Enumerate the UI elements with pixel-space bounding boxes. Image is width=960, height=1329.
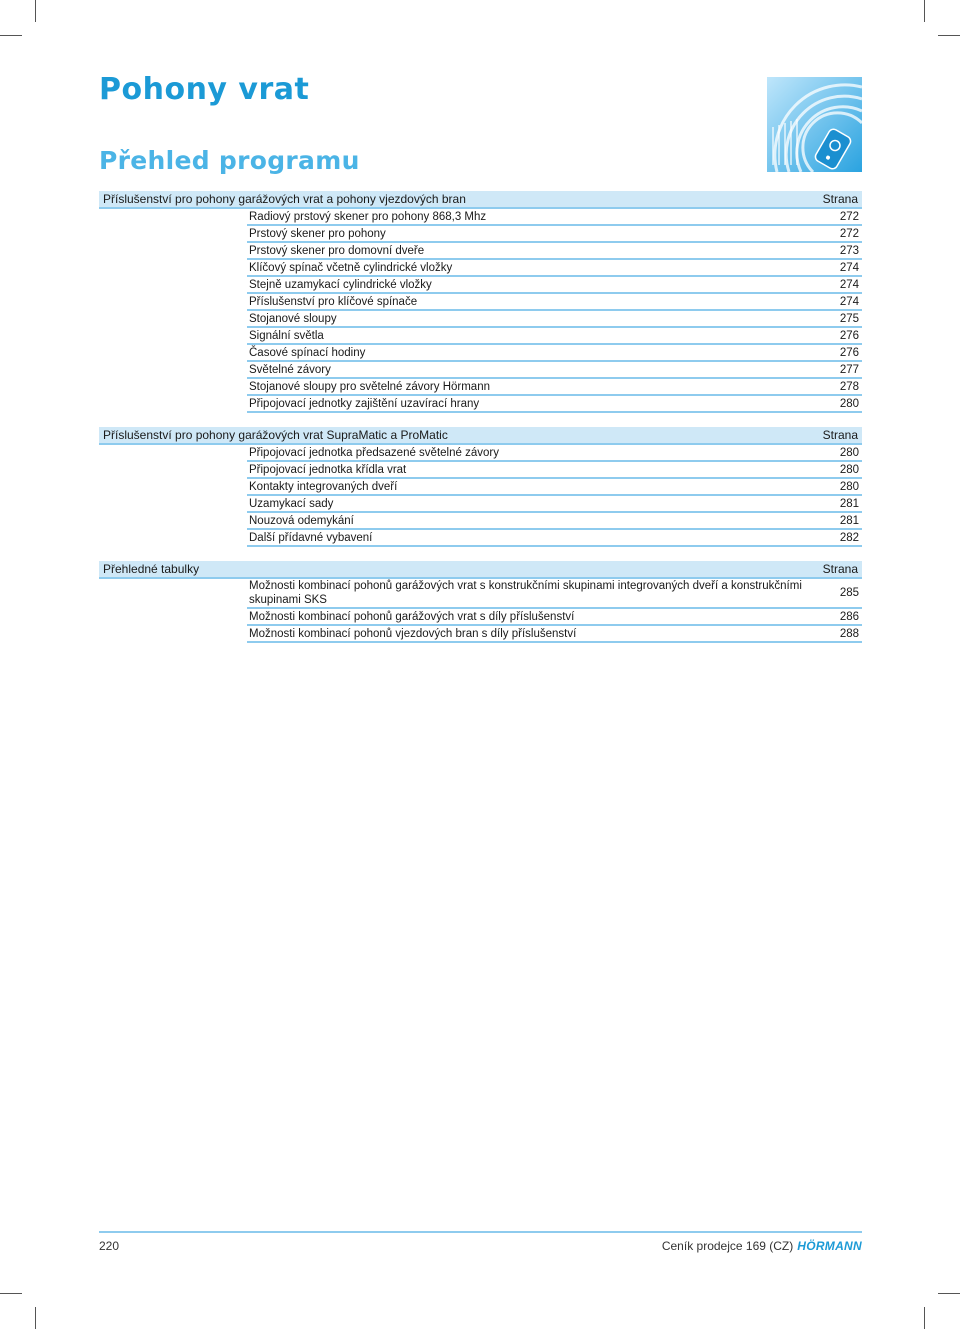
toc-item-page: 280 bbox=[839, 480, 859, 493]
toc-item-page: 276 bbox=[839, 329, 859, 342]
page-column-label: Strana bbox=[822, 192, 858, 206]
toc-item-page: 285 bbox=[839, 587, 859, 599]
remote-control-illustration bbox=[767, 77, 862, 172]
toc-item-page: 281 bbox=[839, 497, 859, 510]
toc-item-page: 282 bbox=[839, 531, 859, 544]
table-of-contents bbox=[99, 191, 862, 657]
section-header bbox=[99, 427, 862, 445]
toc-item-label: Časové spínací hodiny bbox=[249, 346, 366, 359]
toc-row bbox=[247, 513, 862, 530]
toc-item-page: 273 bbox=[839, 244, 859, 257]
toc-item-label: Radiový prstový skener pro pohony 868,3 Mhz bbox=[249, 210, 487, 223]
crop-mark bbox=[924, 0, 925, 22]
toc-row bbox=[247, 243, 862, 260]
toc-item-label: Prstový skener pro pohony bbox=[249, 227, 386, 240]
toc-item-label: Připojovací jednotka křídla vrat bbox=[249, 463, 407, 476]
toc-item-page: 274 bbox=[839, 261, 859, 274]
page-column-label: Strana bbox=[822, 428, 858, 442]
toc-item-label: Možnosti kombinací pohonů garážových vrat s konstrukčními skupinami integrovaných dveří a konstrukčními skupinami SKS bbox=[249, 580, 802, 606]
toc-section bbox=[99, 561, 862, 643]
toc-item-label: Klíčový spínač včetně cylindrické vložky bbox=[249, 261, 453, 274]
page-column-label: Strana bbox=[822, 562, 858, 576]
catalog-title: Ceník prodejce 169 (CZ) bbox=[661, 1239, 794, 1253]
toc-row bbox=[247, 328, 862, 345]
crop-mark bbox=[35, 0, 36, 22]
toc-item-label: Kontakty integrovaných dveří bbox=[249, 480, 398, 493]
toc-row bbox=[247, 496, 862, 513]
toc-item-page: 280 bbox=[839, 463, 859, 476]
section-header bbox=[99, 561, 862, 579]
toc-item-page: 277 bbox=[839, 363, 859, 376]
toc-row bbox=[247, 345, 862, 362]
toc-row bbox=[247, 379, 862, 396]
toc-item-label: Nouzová odemykání bbox=[249, 514, 354, 527]
toc-row bbox=[247, 479, 862, 496]
toc-row bbox=[247, 579, 862, 609]
section-header bbox=[99, 191, 862, 209]
crop-mark bbox=[924, 1307, 925, 1329]
toc-item-label: Stojanové sloupy pro světelné závory Hörmann bbox=[249, 380, 490, 393]
toc-row bbox=[247, 462, 862, 479]
crop-mark bbox=[938, 35, 960, 36]
toc-row bbox=[247, 226, 862, 243]
toc-row bbox=[247, 530, 862, 547]
toc-row bbox=[247, 626, 862, 643]
section-title: Příslušenství pro pohony garážových vrat a pohony vjezdových bran bbox=[103, 192, 466, 206]
toc-item-page: 288 bbox=[839, 627, 859, 640]
toc-item-page: 274 bbox=[839, 295, 859, 308]
toc-row bbox=[247, 209, 862, 226]
toc-item-page: 272 bbox=[839, 210, 859, 223]
toc-row bbox=[247, 277, 862, 294]
section-title: Přehledné tabulky bbox=[103, 562, 200, 576]
page-footer bbox=[99, 1231, 862, 1257]
toc-item-label: Světelné závory bbox=[249, 363, 331, 376]
toc-item-label: Možnosti kombinací pohonů vjezdových bran s díly příslušenství bbox=[249, 627, 577, 640]
toc-item-page: 281 bbox=[839, 514, 859, 527]
toc-item-page: 278 bbox=[839, 380, 859, 393]
toc-row bbox=[247, 609, 862, 626]
page-title: Pohony vrat bbox=[99, 72, 310, 107]
crop-mark bbox=[0, 35, 22, 36]
toc-item-page: 286 bbox=[839, 610, 859, 623]
toc-row bbox=[247, 362, 862, 379]
crop-mark bbox=[938, 1293, 960, 1294]
toc-item-page: 272 bbox=[839, 227, 859, 240]
toc-row bbox=[247, 396, 862, 413]
toc-item-label: Připojovací jednotka předsazené světelné závory bbox=[249, 446, 499, 459]
toc-item-label: Další přídavné vybavení bbox=[249, 531, 373, 544]
toc-item-page: 280 bbox=[839, 446, 859, 459]
toc-row bbox=[247, 260, 862, 277]
toc-item-page: 274 bbox=[839, 278, 859, 291]
toc-item-label: Připojovací jednotky zajištění uzavírací hrany bbox=[249, 397, 480, 410]
footer-catalog bbox=[662, 1239, 862, 1253]
toc-item-label: Možnosti kombinací pohonů garážových vrat s díly příslušenství bbox=[249, 610, 575, 623]
toc-item-page: 275 bbox=[839, 312, 859, 325]
section-title: Příslušenství pro pohony garážových vrat SupraMatic a ProMatic bbox=[103, 428, 448, 442]
toc-item-label: Prstový skener pro domovní dveře bbox=[249, 244, 425, 257]
page-subtitle: Přehled programu bbox=[99, 146, 360, 175]
toc-row bbox=[247, 445, 862, 462]
toc-item-label: Stojanové sloupy bbox=[249, 312, 337, 325]
toc-item-page: 280 bbox=[839, 397, 859, 410]
crop-mark bbox=[35, 1307, 36, 1329]
toc-section bbox=[99, 427, 862, 547]
toc-item-label: Uzamykací sady bbox=[249, 497, 334, 510]
page-number: 220 bbox=[99, 1239, 120, 1253]
crop-mark bbox=[0, 1293, 22, 1294]
brand-logo: HÖRMANN bbox=[797, 1239, 862, 1253]
toc-item-label: Stejně uzamykací cylindrické vložky bbox=[249, 278, 432, 291]
toc-item-label: Příslušenství pro klíčové spínače bbox=[249, 295, 418, 308]
toc-row bbox=[247, 294, 862, 311]
toc-row bbox=[247, 311, 862, 328]
toc-section bbox=[99, 191, 862, 413]
toc-item-page: 276 bbox=[839, 346, 859, 359]
toc-item-label: Signální světla bbox=[249, 329, 324, 342]
